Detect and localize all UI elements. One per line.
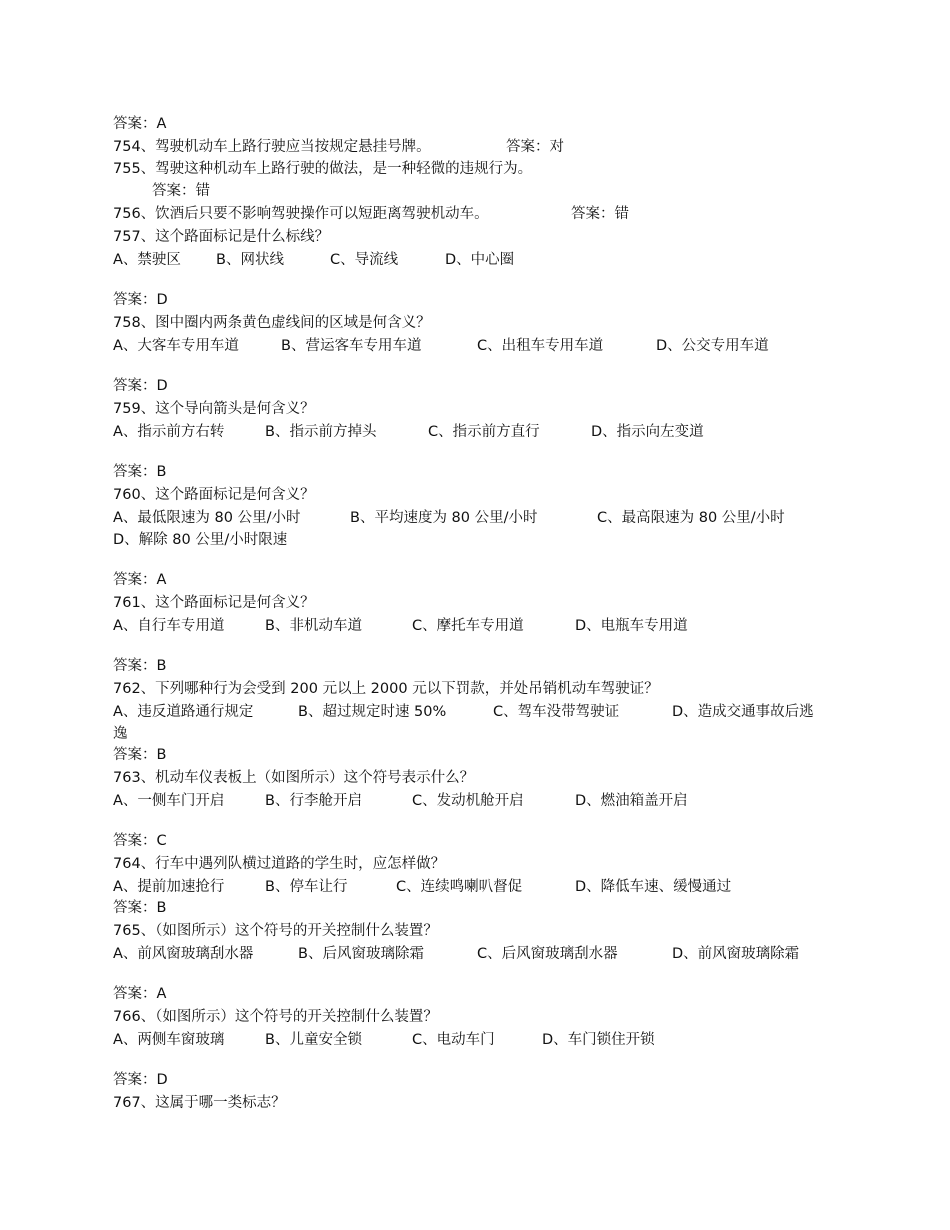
answer-line: 答案：D (113, 1072, 168, 1088)
answer-inline: 答案：对 (506, 139, 564, 155)
option-c: C、连续鸣喇叭督促 (396, 879, 523, 895)
option-b: B、营运客车专用车道 (281, 338, 422, 354)
answer-line: 答案：B (113, 658, 167, 674)
answer-line: 答案：错 (152, 183, 210, 199)
option-d: D、造成交通事故后逃 (672, 704, 814, 720)
option-a: A、前风窗玻璃刮水器 (113, 946, 254, 962)
question-762: 762、下列哪种行为会受到 200 元以上 2000 元以下罚款，并处吊销机动车驾驶证？ (113, 681, 659, 697)
option-b: B、超过规定时速 50% (298, 704, 447, 720)
option-c: C、驾车没带驾驶证 (493, 704, 620, 720)
option-a: A、禁驶区 (113, 252, 181, 268)
option-c: C、出租车专用车道 (477, 338, 604, 354)
option-b: B、平均速度为 80 公里/小时 (350, 510, 538, 526)
option-d: D、车门锁住开锁 (542, 1032, 655, 1048)
option-a: A、违反道路通行规定 (113, 704, 254, 720)
option-c: C、指示前方直行 (428, 424, 540, 440)
option-c: C、导流线 (330, 252, 399, 268)
question-766: 766、（如图所示）这个符号的开关控制什么装置？ (113, 1009, 438, 1025)
question-757: 757、这个路面标记是什么标线？ (113, 229, 330, 245)
option-c: C、最高限速为 80 公里/小时 (597, 510, 785, 526)
question-759: 759、这个导向箭头是何含义？ (113, 401, 315, 417)
answer-line: 答案：B (113, 747, 167, 763)
option-d: D、降低车速、缓慢通过 (575, 879, 732, 895)
option-a: A、指示前方右转 (113, 424, 225, 440)
option-b: B、指示前方掉头 (265, 424, 377, 440)
option-b: B、行李舱开启 (265, 793, 362, 809)
option-a: A、最低限速为 80 公里/小时 (113, 510, 301, 526)
option-c: C、电动车门 (412, 1032, 495, 1048)
question-765: 765、（如图所示）这个符号的开关控制什么装置？ (113, 923, 438, 939)
option-a: A、一侧车门开启 (113, 793, 225, 809)
question-761: 761、这个路面标记是何含义？ (113, 595, 315, 611)
option-b: B、网状线 (216, 252, 284, 268)
option-a: A、提前加速抢行 (113, 879, 225, 895)
question-758: 758、图中圈内两条黄色虚线间的区域是何含义？ (113, 315, 431, 331)
option-c: C、后风窗玻璃刮水器 (477, 946, 618, 962)
question-760: 760、这个路面标记是何含义？ (113, 487, 315, 503)
question-764: 764、行车中遇列队横过道路的学生时，应怎样做？ (113, 856, 446, 872)
question-text: 756、饮酒后只要不影响驾驶操作可以短距离驾驶机动车。 (113, 206, 489, 222)
answer-line: 答案：A (113, 116, 167, 132)
option-d: D、前风窗玻璃除霜 (672, 946, 800, 962)
option-b: B、后风窗玻璃除霜 (298, 946, 424, 962)
question-text: 754、驾驶机动车上路行驶应当按规定悬挂号牌。 (113, 139, 431, 155)
option-d: D、公交专用车道 (656, 338, 769, 354)
option-a: A、大客车专用车道 (113, 338, 239, 354)
option-d: D、燃油箱盖开启 (575, 793, 688, 809)
option-d: D、指示向左变道 (591, 424, 704, 440)
answer-inline: 答案：错 (571, 206, 629, 222)
option-d: D、解除 80 公里/小时限速 (113, 532, 288, 548)
answer-line: 答案：D (113, 292, 168, 308)
option-d: D、中心圈 (445, 252, 515, 268)
answer-line: 答案：C (113, 833, 167, 849)
option-a: A、自行车专用道 (113, 618, 225, 634)
option-b: B、停车让行 (265, 879, 348, 895)
answer-line: 答案：D (113, 378, 168, 394)
option-d-continued: 逸 (113, 726, 128, 742)
answer-line: 答案：B (113, 464, 167, 480)
question-755: 755、驾驶这种机动车上路行驶的做法，是一种轻微的违规行为。 (113, 161, 533, 177)
option-c: C、摩托车专用道 (412, 618, 524, 634)
option-b: B、儿童安全锁 (265, 1032, 362, 1048)
answer-line: 答案：A (113, 986, 167, 1002)
option-c: C、发动机舱开启 (412, 793, 524, 809)
question-763: 763、机动车仪表板上（如图所示）这个符号表示什么？ (113, 770, 475, 786)
option-d: D、电瓶车专用道 (575, 618, 688, 634)
option-a: A、两侧车窗玻璃 (113, 1032, 225, 1048)
question-767: 767、这属于哪一类标志？ (113, 1095, 286, 1111)
answer-line: 答案：B (113, 900, 167, 916)
option-b: B、非机动车道 (265, 618, 362, 634)
answer-line: 答案：A (113, 572, 167, 588)
